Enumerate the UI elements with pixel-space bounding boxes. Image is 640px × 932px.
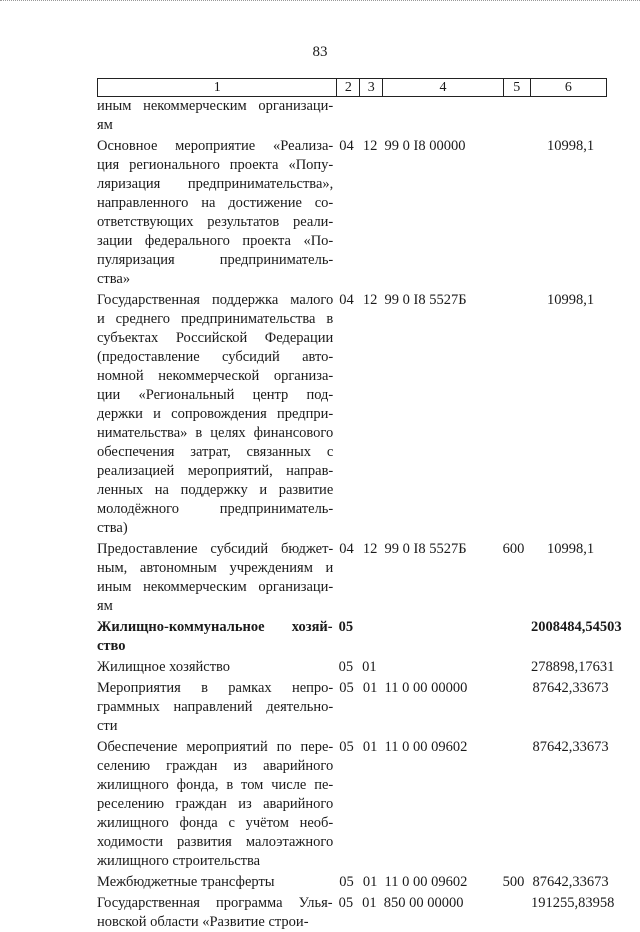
row-subsection: 12: [362, 292, 378, 308]
row-name-line: и среднего предпринимательства в: [97, 311, 334, 327]
row-section: [333, 97, 363, 135]
row-amount: 87642,33673: [532, 739, 609, 755]
table-row: [97, 658, 615, 677]
row-name-line: ляризация предпринимательства»,: [97, 176, 334, 192]
row-name-line: жилищного фонда, в том числе пе-: [97, 777, 334, 793]
row-section: 05: [338, 895, 354, 911]
row-name-line: ции «Региональный центр под-: [97, 387, 334, 403]
row-section: 05: [338, 659, 354, 675]
table-row: [97, 679, 609, 736]
table-row: [97, 618, 622, 656]
row-name-line: направленного на достижение со-: [97, 195, 334, 211]
row-expense-type: [503, 679, 533, 736]
row-target-article: 11 0 00 09602: [384, 739, 468, 755]
column-header-6: 6: [530, 79, 606, 97]
row-name-line: держки и сопровождения предпри-: [97, 406, 334, 422]
row-expense-type: [503, 291, 533, 538]
row-name-line: граммных направлений деятельно-: [97, 699, 334, 715]
row-name-line: ходимости развития малоэтажного: [97, 834, 334, 850]
row-name-line: сти: [97, 718, 118, 734]
row-section: 05: [338, 619, 354, 635]
row-subsection: 12: [362, 541, 378, 557]
row-subsection: 12: [362, 138, 378, 154]
row-name-line: ям: [97, 117, 113, 133]
column-header-row: [98, 79, 607, 97]
row-name-line: Мероприятия в рамках непро-: [97, 680, 334, 696]
row-name-line: Обеспечение мероприятий по пере-: [97, 739, 334, 755]
row-target-article: 11 0 00 09602: [384, 874, 468, 890]
column-header-table: [97, 78, 607, 97]
row-name: [97, 679, 333, 736]
row-name: [97, 137, 333, 289]
row-target-article: [384, 618, 502, 656]
row-name: [97, 873, 333, 892]
row-name-line: пуляризация предприниматель-: [97, 252, 334, 268]
row-name-line: Жилищное хозяйство: [97, 659, 231, 675]
row-name-line: (предоставление субсидий авто-: [97, 349, 334, 365]
row-expense-type: [503, 97, 533, 135]
table-row: [97, 137, 609, 289]
row-name-line: иным некоммерческим организаци-: [97, 98, 334, 114]
row-name-line: нимательства» в целях финансового: [97, 425, 334, 441]
row-name-line: жилищного строительства: [97, 853, 261, 869]
row-amount: 10998,1: [547, 541, 595, 557]
row-subsection: [363, 97, 385, 135]
column-header-4: 4: [383, 79, 504, 97]
row-amount: 278898,17631: [531, 659, 615, 675]
row-subsection: 01: [362, 874, 378, 890]
row-amount: [532, 97, 609, 135]
row-name-line: селению граждан из аварийного: [97, 758, 334, 774]
table-row: [97, 873, 609, 892]
row-name-line: Государственная поддержка малого: [97, 292, 334, 308]
row-name-line: реселению граждан из аварийного: [97, 796, 334, 812]
row-subsection: 01: [362, 659, 377, 675]
table-row: [97, 738, 609, 871]
page-number: 83: [312, 44, 328, 60]
row-subsection: 01: [362, 895, 377, 911]
row-name-line: Основное мероприятие «Реализа-: [97, 138, 334, 154]
row-target-article: 11 0 00 00000: [384, 680, 468, 696]
budget-table-body: [97, 97, 622, 932]
row-target-article: 99 0 I8 5527Б: [384, 541, 467, 557]
row-name-line: ция регионального проекта «Попу-: [97, 157, 334, 173]
table-row: [97, 97, 609, 135]
table-row: [97, 894, 615, 932]
row-name-line: зации федерального проекта «По-: [97, 233, 334, 249]
row-name-line: ства): [97, 520, 128, 536]
row-name-line: новской области «Развитие строи-: [97, 914, 309, 930]
row-expense-type: [503, 137, 533, 289]
row-name-line: жилищного фонда с учётом необ-: [97, 815, 334, 831]
row-subsection: 01: [362, 680, 378, 696]
row-target-article: [385, 97, 503, 135]
row-amount: 87642,33673: [532, 680, 609, 696]
row-amount: 87642,33673: [532, 874, 609, 890]
row-name: [97, 738, 333, 871]
row-section: 05: [339, 739, 354, 755]
row-subsection: 01: [362, 739, 378, 755]
row-name: [97, 97, 333, 135]
row-expense-type: [502, 894, 531, 932]
row-name-line: иным некоммерческим организаци-: [97, 579, 334, 595]
row-expense-type: [502, 658, 531, 677]
row-name-line: реализацией мероприятий, направ-: [97, 463, 334, 479]
row-name-line: Жилищно-коммунальное хозяй-: [97, 619, 333, 635]
row-name-line: молодёжного предприниматель-: [97, 501, 334, 517]
column-header-5: 5: [503, 79, 530, 97]
column-header-3: 3: [360, 79, 383, 97]
row-expense-type: 600: [502, 541, 525, 557]
column-header-1: 1: [98, 79, 337, 97]
row-target-article: 99 0 I8 00000: [384, 138, 466, 154]
row-name-line: ство: [97, 638, 126, 654]
row-section: 05: [339, 874, 354, 890]
row-name-line: номной некоммерческой организа-: [97, 368, 334, 384]
row-name-line: ям: [97, 598, 113, 614]
row-name-line: ленных на поддержку и развитие: [97, 482, 334, 498]
row-name: [97, 291, 333, 538]
row-name-line: ответствующих результатов реали-: [97, 214, 334, 230]
row-name-line: Межбюджетные трансферты: [97, 874, 275, 890]
row-expense-type: [503, 738, 533, 871]
table-row: [97, 291, 609, 538]
row-name: [97, 540, 333, 616]
row-section: 05: [339, 680, 354, 696]
table-row: [97, 540, 609, 616]
scan-edge: [0, 0, 640, 5]
row-name: [97, 658, 333, 677]
row-target-article: [384, 658, 502, 677]
row-name-line: обеспечения затрат, связанных с: [97, 444, 334, 460]
row-section: 04: [339, 292, 354, 308]
row-name: [97, 618, 333, 656]
row-section: 04: [339, 541, 354, 557]
row-expense-type: 500: [502, 874, 525, 890]
row-subsection: [362, 618, 384, 656]
row-name-line: ства»: [97, 271, 131, 287]
row-target-article: 99 0 I8 5527Б: [384, 292, 467, 308]
row-section: 04: [339, 138, 354, 154]
row-name: [97, 894, 333, 932]
column-header-2: 2: [337, 79, 360, 97]
row-amount: 191255,83958: [531, 895, 615, 911]
row-amount: 10998,1: [547, 138, 595, 154]
row-name-line: Предоставление субсидий бюджет-: [97, 541, 334, 557]
row-name-line: ным, автономным учреждениям и: [97, 560, 334, 576]
row-name-line: Государственная программа Улья-: [97, 895, 333, 911]
row-name-line: субъектах Российской Федерации: [97, 330, 334, 346]
row-amount: 2008484,54503: [531, 619, 622, 635]
row-amount: 10998,1: [547, 292, 595, 308]
row-target-article: 850 00 00000: [383, 895, 464, 911]
row-expense-type: [502, 618, 531, 656]
